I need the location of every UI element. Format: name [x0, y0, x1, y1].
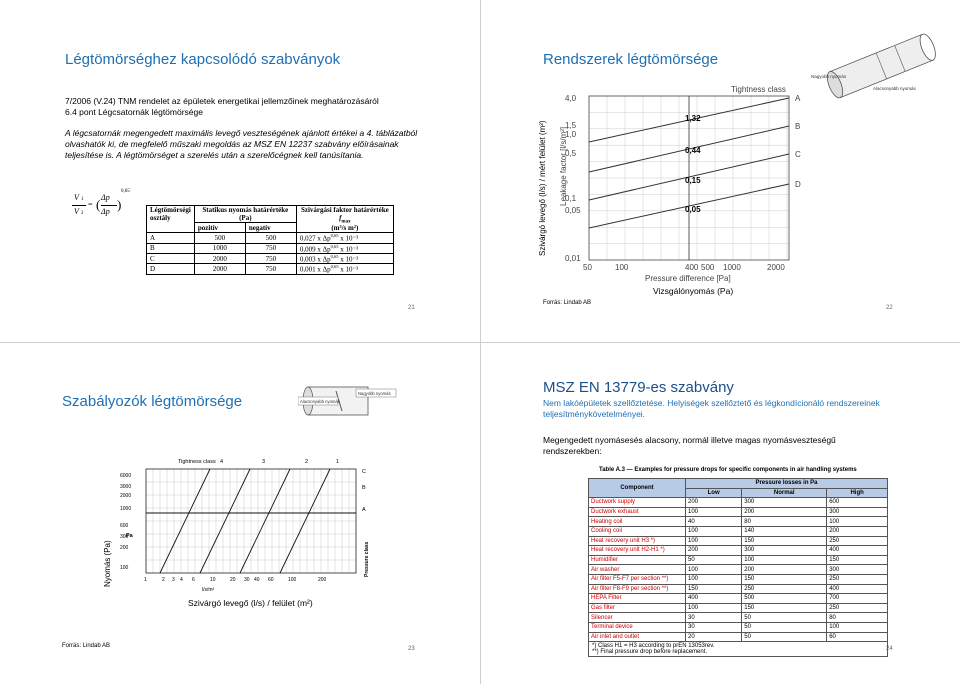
section-line: 6.4 pont Légcsatornák légtömörsége [65, 107, 203, 117]
table-row: Air inlet and outlet 20 50 60 [589, 632, 888, 642]
x-tick-label: 10 [210, 577, 216, 583]
class-letter: C [362, 469, 366, 475]
table-row: D 2000 750 0,001 x Δp$^{0,65}$ x 10⁻³ [147, 264, 394, 274]
y-tick-label: 1000 [120, 506, 132, 512]
x-axis-label-inner: Pressure difference [Pa] [645, 274, 731, 283]
tightness-class-table [146, 205, 394, 275]
table-row: A 500 500 0,027 x Δp$^{0,65}$ x 10⁻³ [147, 233, 394, 243]
x-tick-label: 6 [192, 577, 195, 583]
slide-23 [0, 343, 480, 684]
x-axis-label: Szivárgó levegő (l/s) / felület (m²) [188, 598, 313, 608]
table-row: Heating coil 40 80 100 [589, 517, 888, 527]
table-row: Air filter F5-F7 per section **) 100 150 250 [589, 574, 888, 584]
header-positive: pozitív [194, 223, 245, 233]
chart-title: Tightness class [178, 459, 216, 465]
table-row: C 2000 750 0,003 x Δp$^{0,65}$ x 10⁻³ [147, 254, 394, 264]
duct-illustration [811, 30, 951, 100]
x-tick-label: 50 [583, 263, 592, 272]
slide-21 [0, 0, 480, 342]
class-label: B [795, 122, 801, 131]
y-tick-label: 0,05 [565, 206, 581, 215]
class-number: 1 [336, 459, 340, 465]
header-normal: Normal [742, 488, 827, 498]
header-component: Component [589, 479, 686, 498]
y-unit: Pa [126, 533, 133, 539]
table-row: Air filter F8-F9 per section **) 150 250 400 [589, 584, 888, 594]
chart-title: Tightness class [731, 86, 786, 94]
y-tick-label: 0,01 [565, 254, 581, 263]
class-number: 3 [262, 459, 266, 465]
source-note: Forrás: Lindab AB [543, 300, 592, 306]
table-row: Terminal device 30 50 100 [589, 622, 888, 632]
y-tick-label: 6000 [120, 473, 132, 479]
y-tick-label: 300 [120, 534, 129, 540]
pressure-drop-table [588, 478, 888, 657]
class-label: A [795, 94, 801, 103]
table-notes: *) Class H1 = H3 according to prEN 13053rev. **) Final pressure drop before replacement. [589, 642, 888, 657]
header-negative: negatív [245, 223, 296, 233]
y-tick-label: 0,5 [565, 149, 577, 158]
slide-22 [481, 0, 960, 342]
y-tick-label: 1,5 [565, 121, 577, 130]
duct-label-low: Alacsonyabb nyomás [873, 86, 916, 91]
y-tick-label: 0,1 [565, 194, 577, 203]
header-static: Statikus nyomás határértéke (Pa) [194, 206, 296, 223]
x-axis-label-outer: Vizsgálónyomás (Pa) [653, 286, 734, 296]
table-row: Cooling coil 100 140 200 [589, 526, 888, 536]
slide-24 [481, 343, 960, 684]
value-label: 0,15 [685, 176, 701, 185]
formula-exponent: 0,65 [121, 189, 130, 194]
formula-v1: V [74, 193, 79, 202]
y-tick-label: 600 [120, 523, 129, 529]
leakage-chart [535, 86, 825, 286]
x-tick-label: 500 [701, 263, 715, 272]
class-label: C [795, 150, 801, 159]
table-title: Table A.3 — Examples for pressure drops for specific components in air handling systems [599, 467, 857, 473]
slide-subtitle: Nem lakóépületek szellőztetése. Helyiségek szellőztető és légkondícionáló rendszereinek teljesítménykövetelményei. [543, 398, 880, 419]
x-tick-label: 1 [144, 577, 147, 583]
x-unit: l/s/m² [202, 587, 215, 593]
table-row: HEPA Filter 400 500 700 [589, 594, 888, 604]
y-axis-label-outer: Szivárgó levegő (l/s) / mért felület (m²) [538, 120, 547, 256]
header-low: Low [686, 488, 742, 498]
class-letter: A [362, 507, 366, 513]
damper-illustration [298, 381, 398, 421]
formula-dp1: Δp [101, 193, 110, 202]
source-note: Forrás: Lindab AB [62, 643, 111, 649]
y-axis-label-inner: Leakage factor [l/s/m²] [559, 126, 568, 206]
header-class: Légtömörségi osztály [147, 206, 195, 233]
y-tick-label: 4,0 [565, 94, 577, 103]
page-number: 24 [886, 646, 893, 652]
value-label: 0,05 [685, 205, 701, 214]
x-tick-label: 100 [288, 577, 297, 583]
body-paragraph: Megengedett nyomásesés alacsony, normál illetve magas nyomásveszteségű rendszerekben: [543, 435, 836, 456]
header-losses: Pressure losses in Pa [686, 479, 888, 489]
y-tick-label: 2000 [120, 493, 132, 499]
x-tick-label: 2 [162, 577, 165, 583]
table-row: Silencer 30 50 80 [589, 613, 888, 623]
class-label: D [795, 180, 801, 189]
header-high: High [827, 488, 888, 498]
value-label: 1,32 [685, 114, 701, 123]
table-row: Ductwork exhaust 100 200 300 [589, 507, 888, 517]
formula-dp2: Δp [101, 207, 110, 216]
duct-label-high: Nagyobb nyomás [811, 74, 847, 79]
formula-v2: V [74, 207, 79, 216]
table-row: Humidifier 50 100 150 [589, 555, 888, 565]
page-number: 23 [408, 646, 415, 652]
page-number: 21 [408, 305, 415, 311]
x-tick-label: 1000 [723, 263, 741, 272]
table-row: B 1000 750 0,009 x Δp$^{0,65}$ x 10⁻³ [147, 243, 394, 253]
x-tick-label: 2000 [767, 263, 785, 272]
damper-label-low: Alacsonyabb nyomás [300, 399, 340, 404]
slide-title: Szabályozók légtömörsége [62, 393, 243, 410]
y-tick-label: 1,0 [565, 130, 577, 139]
slide-title: Rendszerek légtömörsége [543, 51, 719, 68]
x-tick-label: 200 [318, 577, 327, 583]
body-paragraph: A légcsatornák megengedett maximális levegő veszteségének ajánlott értékei a 4. táblázatból olvashatók ki, de megfelelő műszaki megoldás az MSZ EN 12237 szabvány előírásainak teljesítése is. A légtömörséget a szerelés után a szerelőcégnek kell tanúsítania. [65, 128, 418, 160]
y-axis-label: Nyomás (Pa) [103, 540, 112, 587]
page-number: 22 [886, 305, 893, 311]
table-row: Ductwork supply 200 300 600 [589, 498, 888, 508]
class-number: 2 [305, 459, 309, 465]
class-letter: B [362, 485, 366, 491]
x-tick-label: 30 [244, 577, 250, 583]
slide-title: Légtömörséghez kapcsolódó szabványok [65, 51, 341, 68]
table-row: Gas filter 100 150 250 [589, 603, 888, 613]
pressure-chart [100, 455, 400, 615]
y-tick-label: 200 [120, 545, 129, 551]
value-label: 0,44 [685, 146, 701, 155]
table-row: Air washer 100 200 300 [589, 565, 888, 575]
x-tick-label: 400 [685, 263, 699, 272]
x-tick-label: 100 [615, 263, 629, 272]
x-tick-label: 4 [180, 577, 183, 583]
y-tick-label: 3000 [120, 484, 132, 490]
formula: V 1 V 2 = ( Δp Δp ) 0,65 [74, 189, 130, 216]
x-tick-label: 20 [230, 577, 236, 583]
table-row: Heat recovery unit H3 *) 100 150 250 [589, 536, 888, 546]
table-row: Heat recovery unit H2-H1 *) 200 300 400 [589, 546, 888, 556]
header-factor: Szivárgási faktor határértéke $f_{max}$ (m³/s m²) [296, 206, 393, 233]
slide-title: MSZ EN 13779-es szabvány [543, 379, 734, 396]
x-tick-label: 60 [268, 577, 274, 583]
x-tick-label: 40 [254, 577, 260, 583]
pressure-class-label: Pressure class [364, 541, 370, 577]
damper-label-high: Nagyobb nyomás [358, 391, 391, 396]
x-tick-label: 3 [172, 577, 175, 583]
regulation-line: 7/2006 (V.24) TNM rendelet az épületek energetikai jellemzőinek meghatározásáról [65, 96, 379, 106]
y-tick-label: 100 [120, 565, 129, 571]
class-number: 4 [220, 459, 224, 465]
